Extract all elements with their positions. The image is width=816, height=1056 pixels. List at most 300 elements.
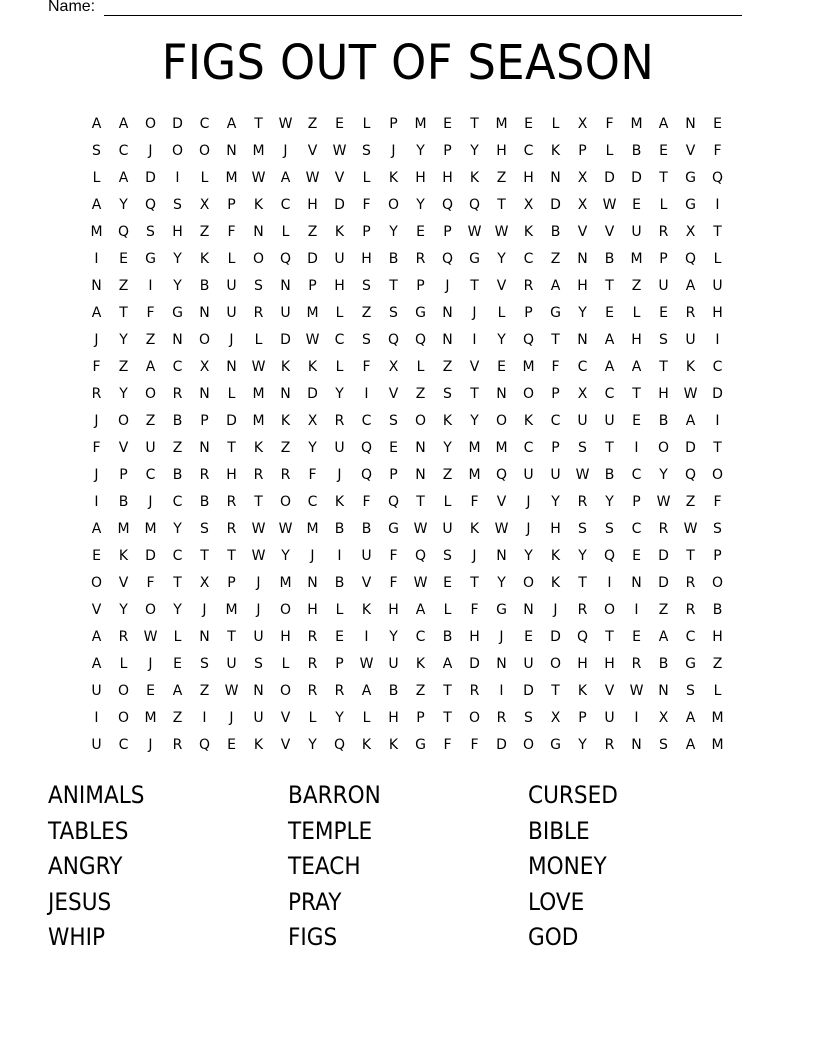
grid-letter[interactable]: E	[713, 116, 722, 132]
grid-letter[interactable]: N	[91, 278, 102, 294]
grid-letter[interactable]: S	[686, 683, 695, 699]
grid-letter[interactable]: N	[577, 332, 588, 348]
grid-letter[interactable]: C	[685, 629, 696, 645]
grid-letter[interactable]: D	[658, 548, 669, 564]
grid-letter[interactable]: I	[94, 710, 99, 726]
grid-letter[interactable]: C	[199, 116, 210, 132]
grid-letter[interactable]: C	[550, 413, 561, 429]
grid-letter[interactable]: Y	[497, 575, 506, 591]
grid-letter[interactable]: T	[551, 683, 560, 699]
grid-letter[interactable]: M	[90, 224, 103, 240]
grid-letter[interactable]: W	[575, 467, 590, 483]
grid-letter[interactable]: A	[91, 305, 102, 321]
grid-letter[interactable]: E	[335, 116, 344, 132]
grid-letter[interactable]: R	[226, 494, 237, 510]
grid-letter[interactable]: P	[362, 224, 371, 240]
grid-letter[interactable]: M	[252, 413, 265, 429]
grid-letter[interactable]: Z	[658, 602, 669, 618]
grid-letter[interactable]: R	[91, 386, 102, 402]
grid-letter[interactable]: U	[226, 656, 237, 672]
grid-letter[interactable]: I	[148, 278, 153, 294]
grid-letter[interactable]: U	[604, 413, 615, 429]
grid-letter[interactable]: M	[468, 467, 481, 483]
grid-letter[interactable]: Y	[470, 143, 479, 159]
grid-letter[interactable]: V	[604, 683, 615, 699]
grid-letter[interactable]: S	[362, 332, 371, 348]
grid-letter[interactable]: E	[389, 440, 398, 456]
grid-letter[interactable]: M	[144, 710, 157, 726]
grid-letter[interactable]: D	[550, 629, 561, 645]
grid-letter[interactable]: J	[148, 656, 153, 672]
grid-letter[interactable]: O	[144, 116, 157, 132]
grid-letter[interactable]: Z	[145, 413, 156, 429]
grid-letter[interactable]: O	[252, 251, 265, 267]
grid-letter[interactable]: Y	[497, 251, 506, 267]
grid-letter[interactable]: U	[361, 548, 372, 564]
grid-letter[interactable]: M	[495, 116, 508, 132]
grid-letter[interactable]: Y	[119, 386, 128, 402]
grid-letter[interactable]: Z	[199, 683, 210, 699]
grid-letter[interactable]: N	[496, 656, 507, 672]
grid-letter[interactable]: J	[94, 467, 99, 483]
grid-letter[interactable]: U	[91, 683, 102, 699]
grid-letter[interactable]: Q	[468, 197, 481, 213]
grid-letter[interactable]: J	[94, 413, 99, 429]
grid-letter[interactable]: R	[685, 305, 696, 321]
grid-letter[interactable]: A	[91, 629, 102, 645]
grid-letter[interactable]: Y	[578, 305, 587, 321]
grid-letter[interactable]: P	[389, 467, 398, 483]
grid-letter[interactable]: H	[415, 170, 426, 186]
grid-letter[interactable]: H	[388, 602, 399, 618]
grid-letter[interactable]: A	[91, 197, 102, 213]
grid-letter[interactable]: B	[361, 521, 372, 537]
grid-letter[interactable]: Z	[280, 440, 291, 456]
grid-letter[interactable]: B	[199, 494, 210, 510]
grid-letter[interactable]: P	[227, 197, 236, 213]
grid-letter[interactable]: K	[388, 170, 399, 186]
grid-letter[interactable]: E	[173, 656, 182, 672]
grid-letter[interactable]: D	[145, 548, 156, 564]
grid-letter[interactable]: P	[416, 278, 425, 294]
grid-letter[interactable]: A	[631, 359, 642, 375]
grid-letter[interactable]: A	[604, 332, 615, 348]
grid-letter[interactable]: O	[468, 710, 481, 726]
grid-letter[interactable]: F	[551, 359, 560, 375]
grid-letter[interactable]: Z	[307, 224, 318, 240]
grid-letter[interactable]: F	[146, 575, 155, 591]
grid-letter[interactable]: S	[200, 656, 209, 672]
grid-letter[interactable]: S	[362, 143, 371, 159]
grid-letter[interactable]: G	[388, 521, 399, 537]
grid-letter[interactable]: T	[470, 278, 479, 294]
grid-letter[interactable]: N	[253, 683, 264, 699]
grid-letter[interactable]: K	[280, 413, 291, 429]
grid-letter[interactable]: W	[251, 521, 266, 537]
grid-letter[interactable]: N	[658, 683, 669, 699]
grid-letter[interactable]: U	[226, 305, 237, 321]
grid-letter[interactable]: Q	[333, 737, 346, 753]
grid-letter[interactable]: X	[199, 359, 210, 375]
grid-letter[interactable]: D	[496, 737, 507, 753]
grid-letter[interactable]: F	[227, 224, 236, 240]
grid-letter[interactable]: B	[199, 278, 210, 294]
grid-letter[interactable]: A	[415, 602, 426, 618]
grid-letter[interactable]: H	[334, 278, 345, 294]
grid-letter[interactable]: F	[713, 143, 722, 159]
grid-letter[interactable]: N	[442, 332, 453, 348]
grid-letter[interactable]: S	[146, 224, 155, 240]
grid-letter[interactable]: X	[685, 224, 696, 240]
grid-letter[interactable]: Y	[416, 143, 425, 159]
grid-letter[interactable]: F	[470, 602, 479, 618]
grid-letter[interactable]: W	[251, 548, 266, 564]
grid-letter[interactable]: S	[578, 521, 587, 537]
grid-letter[interactable]: A	[91, 521, 102, 537]
grid-letter[interactable]: C	[172, 359, 183, 375]
grid-letter[interactable]: D	[550, 197, 561, 213]
grid-letter[interactable]: K	[253, 737, 264, 753]
grid-letter[interactable]: S	[659, 332, 668, 348]
grid-letter[interactable]: Y	[173, 278, 182, 294]
grid-letter[interactable]: F	[713, 494, 722, 510]
grid-letter[interactable]: Y	[173, 602, 182, 618]
grid-letter[interactable]: Q	[684, 251, 697, 267]
grid-letter[interactable]: R	[307, 629, 318, 645]
grid-letter[interactable]: A	[604, 359, 615, 375]
grid-letter[interactable]: I	[337, 548, 342, 564]
grid-letter[interactable]: Z	[415, 386, 426, 402]
grid-letter[interactable]: M	[522, 359, 535, 375]
grid-letter[interactable]: T	[200, 548, 209, 564]
grid-letter[interactable]: O	[117, 710, 130, 726]
grid-letter[interactable]: T	[659, 359, 668, 375]
grid-letter[interactable]: D	[712, 386, 723, 402]
grid-letter[interactable]: J	[283, 143, 288, 159]
grid-letter[interactable]: A	[685, 413, 696, 429]
grid-letter[interactable]: O	[387, 197, 400, 213]
grid-letter[interactable]: D	[604, 170, 615, 186]
grid-letter[interactable]: V	[280, 737, 291, 753]
grid-letter[interactable]: D	[145, 170, 156, 186]
grid-letter[interactable]: S	[605, 521, 614, 537]
grid-letter[interactable]: Q	[522, 332, 535, 348]
grid-letter[interactable]: N	[496, 386, 507, 402]
grid-letter[interactable]: W	[359, 656, 374, 672]
grid-letter[interactable]: A	[145, 359, 156, 375]
grid-letter[interactable]: B	[334, 521, 345, 537]
grid-letter[interactable]: H	[631, 332, 642, 348]
grid-letter[interactable]: H	[712, 629, 723, 645]
grid-letter[interactable]: V	[496, 278, 507, 294]
grid-letter[interactable]: C	[307, 494, 318, 510]
grid-letter[interactable]: W	[332, 143, 347, 159]
grid-letter[interactable]: A	[91, 116, 102, 132]
grid-letter[interactable]: X	[577, 170, 588, 186]
grid-letter[interactable]: L	[335, 359, 344, 375]
grid-letter[interactable]: I	[607, 575, 612, 591]
grid-letter[interactable]: R	[469, 683, 480, 699]
grid-letter[interactable]: C	[118, 143, 129, 159]
grid-letter[interactable]: A	[118, 116, 129, 132]
grid-letter[interactable]: R	[307, 683, 318, 699]
grid-letter[interactable]: K	[550, 548, 561, 564]
grid-letter[interactable]: A	[226, 116, 237, 132]
grid-letter[interactable]: L	[416, 359, 425, 375]
grid-letter[interactable]: K	[199, 251, 210, 267]
grid-letter[interactable]: X	[550, 710, 561, 726]
grid-letter[interactable]: K	[685, 359, 696, 375]
grid-letter[interactable]: M	[225, 170, 238, 186]
grid-letter[interactable]: U	[550, 467, 561, 483]
grid-letter[interactable]: C	[523, 440, 534, 456]
grid-letter[interactable]: E	[119, 251, 128, 267]
grid-letter[interactable]: P	[524, 305, 533, 321]
grid-letter[interactable]: H	[361, 251, 372, 267]
grid-letter[interactable]: X	[199, 575, 210, 591]
grid-letter[interactable]: J	[526, 521, 531, 537]
grid-letter[interactable]: I	[472, 332, 477, 348]
grid-letter[interactable]: Z	[496, 170, 507, 186]
grid-letter[interactable]: J	[229, 332, 234, 348]
grid-letter[interactable]: O	[90, 575, 103, 591]
grid-letter[interactable]: T	[605, 629, 614, 645]
grid-letter[interactable]: H	[712, 305, 723, 321]
grid-letter[interactable]: R	[253, 467, 264, 483]
grid-letter[interactable]: R	[172, 386, 183, 402]
grid-letter[interactable]: K	[442, 413, 453, 429]
grid-letter[interactable]: N	[280, 278, 291, 294]
grid-letter[interactable]: Y	[308, 737, 317, 753]
grid-letter[interactable]: W	[413, 521, 428, 537]
grid-letter[interactable]: W	[251, 170, 266, 186]
grid-letter[interactable]: N	[199, 629, 210, 645]
grid-letter[interactable]: N	[199, 305, 210, 321]
grid-letter[interactable]: F	[308, 467, 317, 483]
grid-letter[interactable]: F	[443, 737, 452, 753]
grid-letter[interactable]: D	[685, 440, 696, 456]
grid-letter[interactable]: R	[685, 575, 696, 591]
grid-letter[interactable]: C	[145, 467, 156, 483]
grid-letter[interactable]: Q	[441, 197, 454, 213]
grid-letter[interactable]: Y	[389, 629, 398, 645]
grid-letter[interactable]: Z	[442, 359, 453, 375]
grid-letter[interactable]: M	[144, 521, 157, 537]
grid-letter[interactable]: R	[334, 683, 345, 699]
grid-letter[interactable]: Y	[578, 737, 587, 753]
grid-letter[interactable]: R	[577, 602, 588, 618]
grid-letter[interactable]: N	[496, 548, 507, 564]
grid-letter[interactable]: A	[685, 278, 696, 294]
grid-letter[interactable]: T	[119, 305, 128, 321]
grid-letter[interactable]: L	[362, 710, 371, 726]
grid-letter[interactable]: Y	[119, 197, 128, 213]
grid-letter[interactable]: G	[415, 737, 426, 753]
grid-letter[interactable]: J	[526, 494, 531, 510]
grid-letter[interactable]: B	[658, 413, 669, 429]
grid-letter[interactable]: N	[631, 737, 642, 753]
grid-letter[interactable]: R	[658, 224, 669, 240]
grid-letter[interactable]: C	[631, 521, 642, 537]
grid-letter[interactable]: Q	[684, 467, 697, 483]
grid-letter[interactable]: F	[470, 494, 479, 510]
grid-letter[interactable]: T	[389, 278, 398, 294]
grid-letter[interactable]: V	[388, 386, 399, 402]
grid-letter[interactable]: Q	[279, 251, 292, 267]
grid-letter[interactable]: R	[334, 413, 345, 429]
grid-letter[interactable]: N	[226, 143, 237, 159]
grid-letter[interactable]: P	[443, 224, 452, 240]
grid-letter[interactable]: B	[388, 251, 399, 267]
grid-letter[interactable]: W	[494, 224, 509, 240]
grid-letter[interactable]: O	[603, 602, 616, 618]
grid-letter[interactable]: I	[202, 710, 207, 726]
grid-letter[interactable]: H	[172, 224, 183, 240]
grid-letter[interactable]: G	[496, 602, 507, 618]
grid-letter[interactable]: B	[550, 224, 561, 240]
grid-letter[interactable]: T	[632, 386, 641, 402]
grid-letter[interactable]: D	[469, 656, 480, 672]
grid-letter[interactable]: W	[467, 224, 482, 240]
grid-letter[interactable]: O	[414, 413, 427, 429]
grid-letter[interactable]: C	[172, 494, 183, 510]
grid-letter[interactable]: L	[254, 332, 263, 348]
grid-letter[interactable]: O	[657, 440, 670, 456]
grid-letter[interactable]: L	[713, 683, 722, 699]
grid-letter[interactable]: F	[146, 305, 155, 321]
grid-letter[interactable]: R	[685, 602, 696, 618]
grid-letter[interactable]: M	[252, 386, 265, 402]
grid-letter[interactable]: J	[310, 548, 315, 564]
grid-letter[interactable]: S	[389, 305, 398, 321]
grid-letter[interactable]: Q	[495, 467, 508, 483]
grid-letter[interactable]: E	[632, 413, 641, 429]
grid-letter[interactable]: Y	[497, 332, 506, 348]
grid-letter[interactable]: N	[226, 359, 237, 375]
grid-letter[interactable]: L	[497, 305, 506, 321]
grid-letter[interactable]: Z	[712, 656, 723, 672]
grid-letter[interactable]: E	[443, 116, 452, 132]
grid-letter[interactable]: S	[362, 278, 371, 294]
grid-letter[interactable]: V	[118, 440, 129, 456]
grid-letter[interactable]: G	[550, 305, 561, 321]
grid-letter[interactable]: S	[254, 278, 263, 294]
grid-letter[interactable]: V	[685, 143, 696, 159]
grid-letter[interactable]: R	[253, 305, 264, 321]
grid-letter[interactable]: O	[711, 467, 724, 483]
grid-letter[interactable]: Q	[576, 629, 589, 645]
grid-letter[interactable]: N	[577, 251, 588, 267]
grid-letter[interactable]: D	[631, 170, 642, 186]
grid-letter[interactable]: T	[470, 575, 479, 591]
grid-letter[interactable]: Z	[442, 467, 453, 483]
grid-letter[interactable]: P	[551, 440, 560, 456]
grid-letter[interactable]: I	[715, 197, 720, 213]
grid-letter[interactable]: L	[713, 251, 722, 267]
grid-letter[interactable]: Q	[144, 197, 157, 213]
grid-letter[interactable]: O	[549, 656, 562, 672]
grid-letter[interactable]: J	[148, 494, 153, 510]
grid-letter[interactable]: I	[634, 440, 639, 456]
grid-letter[interactable]: F	[362, 197, 371, 213]
grid-letter[interactable]: W	[413, 575, 428, 591]
grid-letter[interactable]: I	[499, 683, 504, 699]
grid-letter[interactable]: B	[442, 629, 453, 645]
grid-letter[interactable]: U	[577, 413, 588, 429]
grid-letter[interactable]: T	[578, 575, 587, 591]
grid-letter[interactable]: B	[118, 494, 129, 510]
grid-letter[interactable]: N	[253, 224, 264, 240]
grid-letter[interactable]: A	[658, 629, 669, 645]
grid-letter[interactable]: T	[254, 116, 263, 132]
grid-letter[interactable]: L	[335, 305, 344, 321]
grid-letter[interactable]: G	[172, 305, 183, 321]
grid-letter[interactable]: G	[145, 251, 156, 267]
name-blank-line[interactable]	[104, 15, 742, 16]
grid-letter[interactable]: H	[442, 170, 453, 186]
grid-letter[interactable]: B	[334, 575, 345, 591]
grid-letter[interactable]: L	[443, 602, 452, 618]
grid-letter[interactable]: E	[524, 116, 533, 132]
grid-letter[interactable]: R	[577, 494, 588, 510]
grid-letter[interactable]: A	[280, 170, 291, 186]
grid-letter[interactable]: Q	[441, 251, 454, 267]
grid-letter[interactable]: U	[523, 467, 534, 483]
grid-letter[interactable]: H	[523, 170, 534, 186]
grid-letter[interactable]: U	[442, 521, 453, 537]
grid-letter[interactable]: L	[632, 305, 641, 321]
grid-letter[interactable]: R	[199, 467, 210, 483]
grid-letter[interactable]: Q	[414, 332, 427, 348]
grid-letter[interactable]: Y	[578, 548, 587, 564]
grid-letter[interactable]: E	[416, 224, 425, 240]
grid-letter[interactable]: Y	[659, 467, 668, 483]
grid-letter[interactable]: L	[92, 170, 101, 186]
grid-letter[interactable]: U	[145, 440, 156, 456]
grid-letter[interactable]: M	[306, 521, 319, 537]
grid-letter[interactable]: Q	[414, 548, 427, 564]
grid-letter[interactable]: U	[226, 278, 237, 294]
grid-letter[interactable]: W	[683, 521, 698, 537]
grid-letter[interactable]: Q	[198, 737, 211, 753]
grid-letter[interactable]: N	[199, 440, 210, 456]
grid-letter[interactable]: O	[522, 737, 535, 753]
grid-letter[interactable]: K	[118, 548, 129, 564]
grid-letter[interactable]: T	[605, 278, 614, 294]
grid-letter[interactable]: Y	[119, 332, 128, 348]
grid-letter[interactable]: K	[469, 170, 480, 186]
grid-letter[interactable]: V	[118, 575, 129, 591]
grid-letter[interactable]: S	[524, 710, 533, 726]
grid-letter[interactable]: F	[92, 359, 101, 375]
grid-letter[interactable]: J	[472, 548, 477, 564]
grid-letter[interactable]: S	[659, 737, 668, 753]
grid-letter[interactable]: W	[278, 116, 293, 132]
grid-letter[interactable]: Y	[443, 440, 452, 456]
grid-letter[interactable]: T	[713, 224, 722, 240]
grid-letter[interactable]: G	[415, 305, 426, 321]
grid-letter[interactable]: V	[469, 359, 480, 375]
grid-letter[interactable]: Q	[360, 440, 373, 456]
grid-letter[interactable]: L	[281, 656, 290, 672]
grid-letter[interactable]: I	[94, 494, 99, 510]
grid-letter[interactable]: E	[443, 575, 452, 591]
grid-letter[interactable]: R	[496, 710, 507, 726]
grid-letter[interactable]: B	[712, 602, 723, 618]
grid-letter[interactable]: U	[334, 440, 345, 456]
grid-letter[interactable]: H	[307, 602, 318, 618]
grid-letter[interactable]: W	[629, 683, 644, 699]
